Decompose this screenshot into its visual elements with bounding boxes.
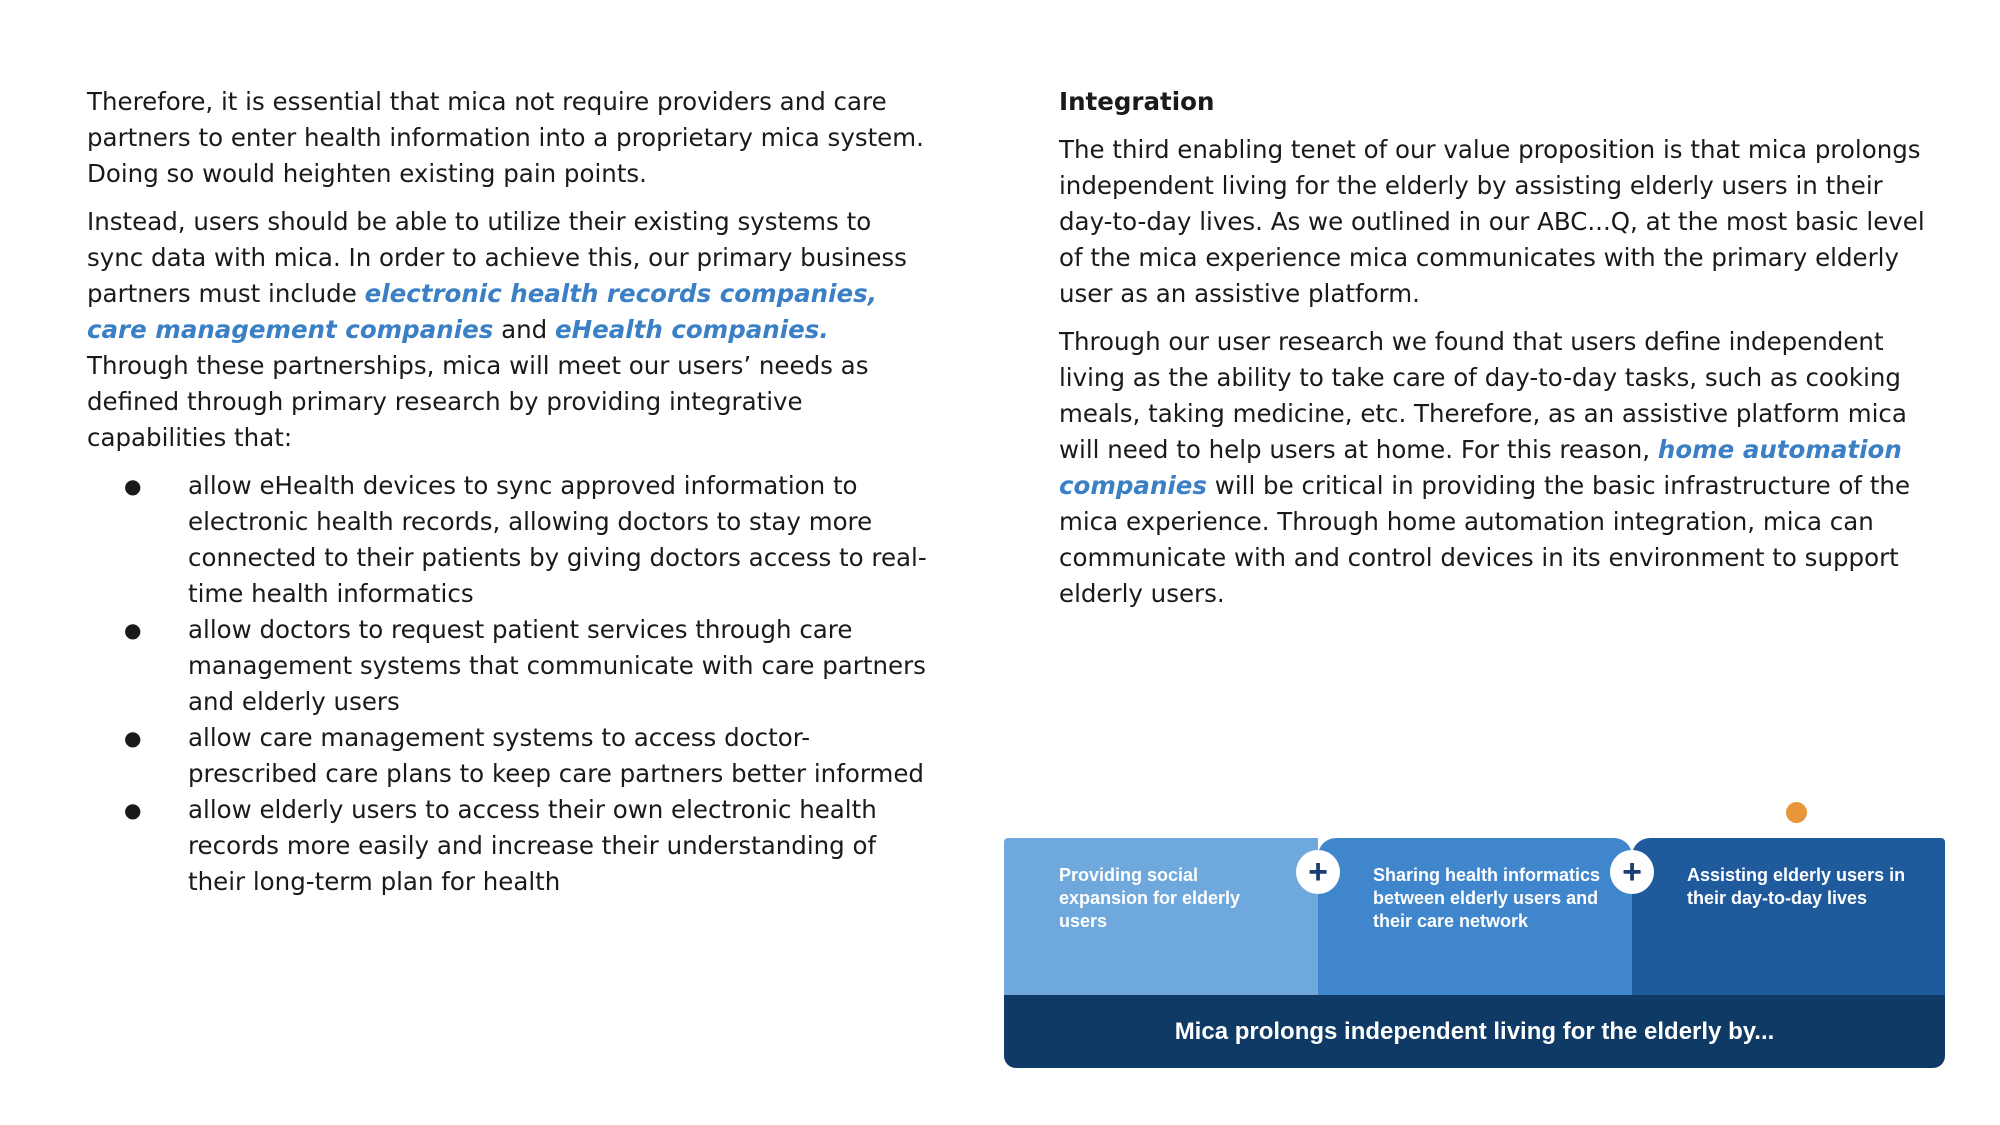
figure-caption: Mica prolongs independent living for the elderly by... xyxy=(1004,995,1945,1068)
paragraph-partners-and: and xyxy=(493,315,555,344)
bullet-icon: ● xyxy=(124,726,142,750)
plus-icon: + xyxy=(1610,850,1654,894)
paragraph-user-research xyxy=(1059,324,1939,612)
list-item xyxy=(87,792,932,900)
link-ehr-companies[interactable]: electronic health records companies xyxy=(364,279,868,308)
paragraph-user-research-text-b: will be critical in providing the basic infrastructure of the mica experience. Through home automation integration, mica can communicate with and control devices in its environment to support elderly users. xyxy=(1059,471,1911,608)
panel-label: Sharing health informatics between elderly users and their care network xyxy=(1373,865,1601,931)
bullet-icon: ● xyxy=(124,474,142,498)
paragraph-partners-text-b: Through these partnerships, mica will meet our users’ needs as defined through primary research by providing integrative capabilities that: xyxy=(87,351,869,452)
value-proposition-figure xyxy=(1004,802,1945,1068)
link-home-automation-companies[interactable]: home automation companies xyxy=(1059,435,1902,500)
paragraph-partners xyxy=(87,204,932,456)
list-item xyxy=(87,612,932,720)
figure-panel-social xyxy=(1004,838,1318,998)
figure-panel-sharing xyxy=(1318,838,1632,998)
list-item-text: allow eHealth devices to sync approved information to electronic health records, allowing doctors to stay more connected to their patients by giving doctors access to real-time health informatics xyxy=(188,471,927,608)
accent-dot-icon xyxy=(1786,802,1807,823)
figure-panel-assisting xyxy=(1632,838,1945,998)
paragraph-user-research-text-a: Through our user research we found that users define independent living as the ability to take care of day-to-day tasks, such as cooking meals, taking medicine, etc. Therefore, as an assistive platform mica will need to help users at home. For this reason, xyxy=(1059,327,1907,464)
panel-label: Providing social expansion for elderly users xyxy=(1059,865,1241,931)
link-comma: , xyxy=(867,279,878,308)
section-heading: Integration xyxy=(1059,87,1215,116)
bullet-icon: ● xyxy=(124,798,142,822)
right-column xyxy=(1059,84,1939,624)
list-item-text: allow care management systems to access doctor-prescribed care plans to keep care partners better informed xyxy=(188,723,924,788)
link-care-management-companies[interactable]: care management companies xyxy=(87,315,494,344)
panel-label: Assisting elderly users in their day-to-day lives xyxy=(1687,865,1906,908)
list-item-text: allow doctors to request patient services through care management systems that communicate with care partners and elderly users xyxy=(188,615,926,716)
left-column xyxy=(87,84,932,900)
list-item xyxy=(87,468,932,612)
list-item xyxy=(87,720,932,792)
paragraph-integration: The third enabling tenet of our value proposition is that mica prolongs independent living for the elderly by assisting elderly users in their day-to-day lives. As we outlined in our ABC...Q, at the most basic level of the mica experience mica communicates with the primary elderly user as an assistive platform. xyxy=(1059,135,1925,308)
paragraph-partners-text-a: Instead, users should be able to utilize their existing systems to sync data with mica. In order to achieve this, our primary business partners must include xyxy=(87,207,907,308)
plus-icon: + xyxy=(1296,850,1340,894)
list-item-text: allow elderly users to access their own electronic health records more easily and increase their understanding of their long-term plan for health xyxy=(188,795,877,896)
paragraph-essential: Therefore, it is essential that mica not require providers and care partners to enter health information into a proprietary mica system. Doing so would heighten existing pain points. xyxy=(87,87,924,188)
capabilities-list xyxy=(87,468,932,900)
link-period: . xyxy=(819,315,829,344)
bullet-icon: ● xyxy=(124,618,142,642)
link-ehealth-companies[interactable]: eHealth companies xyxy=(554,315,820,344)
